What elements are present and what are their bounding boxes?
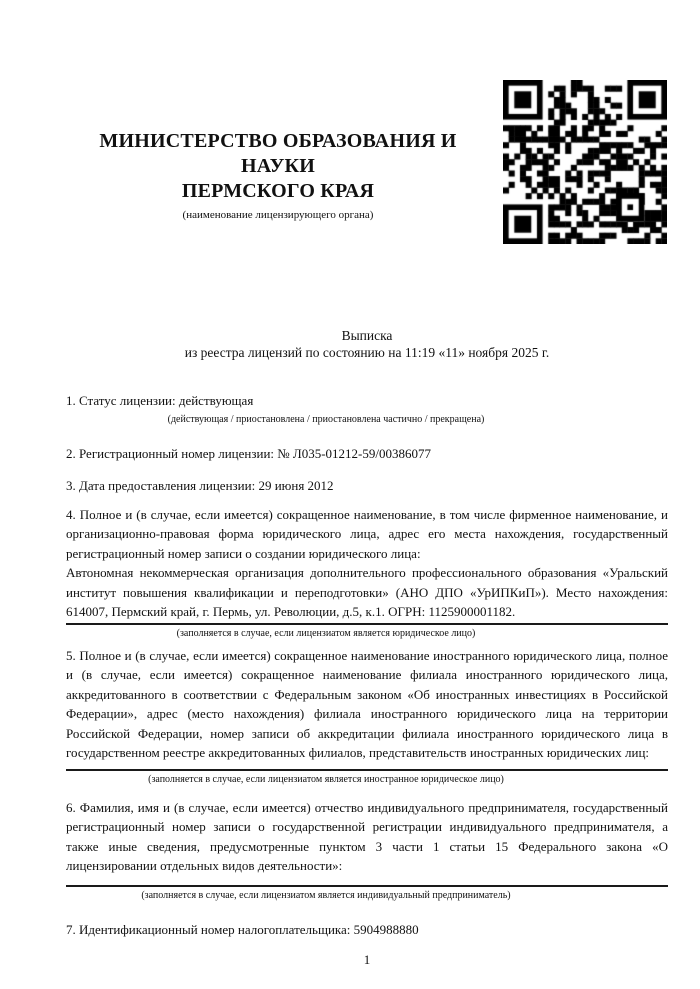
item-5-note: (заполняется в случае, если лицензиатом является иностранное юридическое лицо) [148, 773, 504, 785]
item-6-note: (заполняется в случае, если лицензиатом является индивидуальный предприниматель) [141, 889, 511, 901]
licensing-authority-header [66, 129, 490, 222]
item-5-foreign-entity: 5. Полное и (в случае, если имеется) сокращенное наименование иностранного юридического лица, полное и (в случае, если имеется) сокращенное наименование филиала иностранного юридического лица, аккредитованного в соответствии с Федеральным законом «Об иностранных инвестициях в Российской Федерации», адрес (место нахождения) филиала иностранного юридического лица на территории Российской Федерации, номер записи об аккредитации филиала иностранного юридического лица в государственном реестре аккредитованных филиалов, представительств иностранных юридических лиц: [66, 647, 668, 760]
ministry-name-line2: ПЕРМСКОГО КРАЯ [181, 180, 375, 202]
item-5-blank-line [66, 769, 668, 771]
item-4-value: Автономная некоммерческая организация дополнительного профессионального образования «Уральский институт повышения квалификации и переподготовки» (АНО ДПО «УрИПКиП»). Место нахождения: 614007, Пермский край, г. Пермь, ул. Революции, д.5, к.1. ОГРН: 1125900001182. [66, 565, 668, 619]
item-4-label: 4. Полное и (в случае, если имеется) сокращенное наименование, в том числе фирменное наименование, и организационно-правовая форма юридического лица, адрес его места нахождения, государственный регистрационный номер записи о создании юридического лица: [66, 506, 668, 561]
item-7-taxpayer-number: 7. Идентификационный номер налогоплательщика: 5904988880 [66, 921, 419, 937]
title-line1: Выписка [341, 328, 393, 343]
item-4-note: (заполняется в случае, если лицензиатом является юридическое лицо) [176, 627, 476, 639]
item-1-license-status: 1. Статус лицензии: действующая [66, 393, 254, 408]
qr-code-icon [503, 80, 667, 244]
item-1-note: (действующая / приостановлена / приостановлена частично / прекращена) [167, 413, 485, 425]
ministry-name-line1: МИНИСТЕРСТВО ОБРАЗОВАНИЯ И НАУКИ [99, 130, 457, 177]
item-6-blank-line [66, 885, 668, 887]
item-4-legal-entity [66, 505, 668, 625]
page-number: 1 [363, 952, 371, 967]
item-6-entrepreneur: 6. Фамилия, имя и (в случае, если имеется) отчество индивидуального предпринимателя, государственный регистрационный номер записи о государственной регистрации индивидуального предпринимателя, а также иные сведения, предусмотренные пунктом 3 части 1 статьи 15 Федерального закона «О лицензировании отдельных видов деятельности»: [66, 799, 668, 873]
title-line2: из реестра лицензий по состоянию на 11:19 «11» ноября 2025 г. [184, 345, 550, 360]
item-2-registration-number: 2. Регистрационный номер лицензии: № Л035-01212-59/00386077 [66, 445, 432, 461]
item-3-grant-date: 3. Дата предоставления лицензии: 29 июня 2012 [66, 478, 334, 493]
authority-caption: (наименование лицензирующего органа) [182, 209, 374, 221]
document-title [66, 327, 668, 361]
